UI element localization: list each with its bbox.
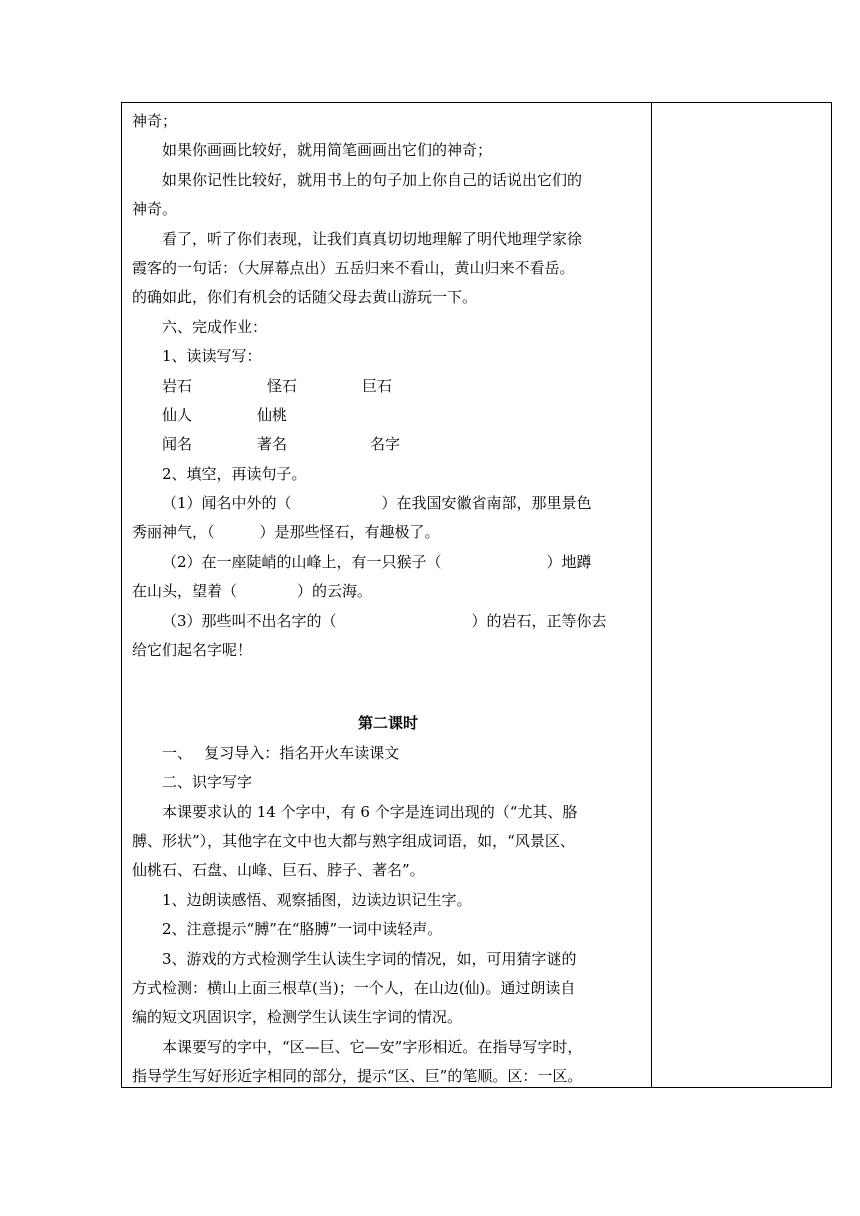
text-line: 秀丽神气，（ ）是那些怪石，有趣极了。 bbox=[132, 523, 440, 542]
text-line: 如果你记性比较好，就用书上的句子加上你自己的话说出它们的 bbox=[162, 170, 583, 189]
word-row bbox=[132, 430, 644, 459]
text-line: 2、填空，再读句子。 bbox=[162, 464, 307, 483]
text-line: （3）那些叫不出名字的（ ）的岩石，正等你去 bbox=[162, 611, 607, 630]
text-line: 神奇； bbox=[132, 112, 178, 130]
text-line: 仙桃石、石盘、山峰、巨石、脖子、著名”。 bbox=[132, 861, 425, 880]
text-line: 膊、形状”），其他字在文中也大都与熟字组成词语，如，“风景区、 bbox=[132, 831, 575, 850]
text-line: 霞客的一句话：（大屏幕点出）五岳归来不看山，黄山归来不看岳。 bbox=[132, 258, 575, 277]
text-line: 如果你画画比较好，就用简笔画画出它们的神奇； bbox=[162, 141, 493, 160]
text-line: 方式检测：横山上面三根草(当)；一个人，在山边(仙)。通过朗读自 bbox=[132, 978, 576, 997]
text-line: 看了，听了你们表现，让我们真真切切地理解了明代地理学家徐 bbox=[162, 229, 583, 248]
text-line: （1）闻名中外的（ ）在我国安徽省南部，那里景色 bbox=[162, 494, 592, 513]
lesson-table bbox=[121, 102, 832, 1088]
text-line: 编的短文巩固识字，检测学生认读生字词的情况。 bbox=[132, 1008, 463, 1027]
blank-space bbox=[132, 665, 644, 709]
vocab-word: 岩石 bbox=[162, 376, 193, 395]
text-line: 指导学生写好形近字相同的部分，提示“区、巨”的笔顺。区：一区。 bbox=[132, 1067, 583, 1086]
text-line: 给它们起名字呢！ bbox=[132, 641, 253, 660]
text-line: （2）在一座陡峭的山峰上，有一只猴子（ ）地蹲 bbox=[162, 552, 592, 571]
text-line: 1、边朗读感悟、观察插图，边读边识记生字。 bbox=[162, 890, 472, 909]
text-line: 六、完成作业： bbox=[162, 317, 268, 336]
text-line: 一、 复习导入：指名开火车读课文 bbox=[162, 743, 400, 762]
text-line: 本课要写的字中，“区—巨、它—安”字形相近。在指导写字时， bbox=[162, 1037, 583, 1056]
notes-cell bbox=[652, 103, 831, 1087]
vocab-word: 名字 bbox=[370, 435, 401, 454]
vocab-word: 著名 bbox=[257, 435, 288, 454]
lesson-text-part3 bbox=[132, 739, 644, 1092]
vocab-word: 巨石 bbox=[362, 376, 393, 395]
text-line: 神奇。 bbox=[132, 200, 178, 219]
text-line: 二、识字写字 bbox=[162, 773, 253, 792]
text-line: 3、游戏的方式检测学生认读生字词的情况，如，可用猜字谜的 bbox=[162, 949, 577, 968]
lesson-content-cell bbox=[132, 107, 644, 1092]
text-line: 2、注意提示“膊”在“胳膊”一词中读轻声。 bbox=[162, 920, 443, 939]
vocab-word: 闻名 bbox=[162, 435, 193, 454]
lesson-heading: 第二课时 bbox=[357, 714, 418, 733]
vocab-word: 仙桃 bbox=[257, 405, 288, 424]
word-list bbox=[132, 372, 644, 460]
text-line: 1、读读写写： bbox=[162, 347, 262, 366]
lesson-text-part1 bbox=[132, 107, 644, 372]
text-line: 的确如此，你们有机会的话随父母去黄山游玩一下。 bbox=[132, 288, 478, 307]
vocab-word: 仙人 bbox=[162, 405, 193, 424]
word-row bbox=[132, 372, 644, 401]
text-line: 本课要求认的 14 个字中，有 6 个字是连词出现的（“尤其、胳 bbox=[162, 802, 578, 821]
vocab-word: 怪石 bbox=[267, 376, 298, 395]
text-line: 在山头，望着（ ）的云海。 bbox=[132, 582, 373, 601]
word-row bbox=[132, 401, 644, 430]
lesson-text-part2 bbox=[132, 460, 644, 666]
